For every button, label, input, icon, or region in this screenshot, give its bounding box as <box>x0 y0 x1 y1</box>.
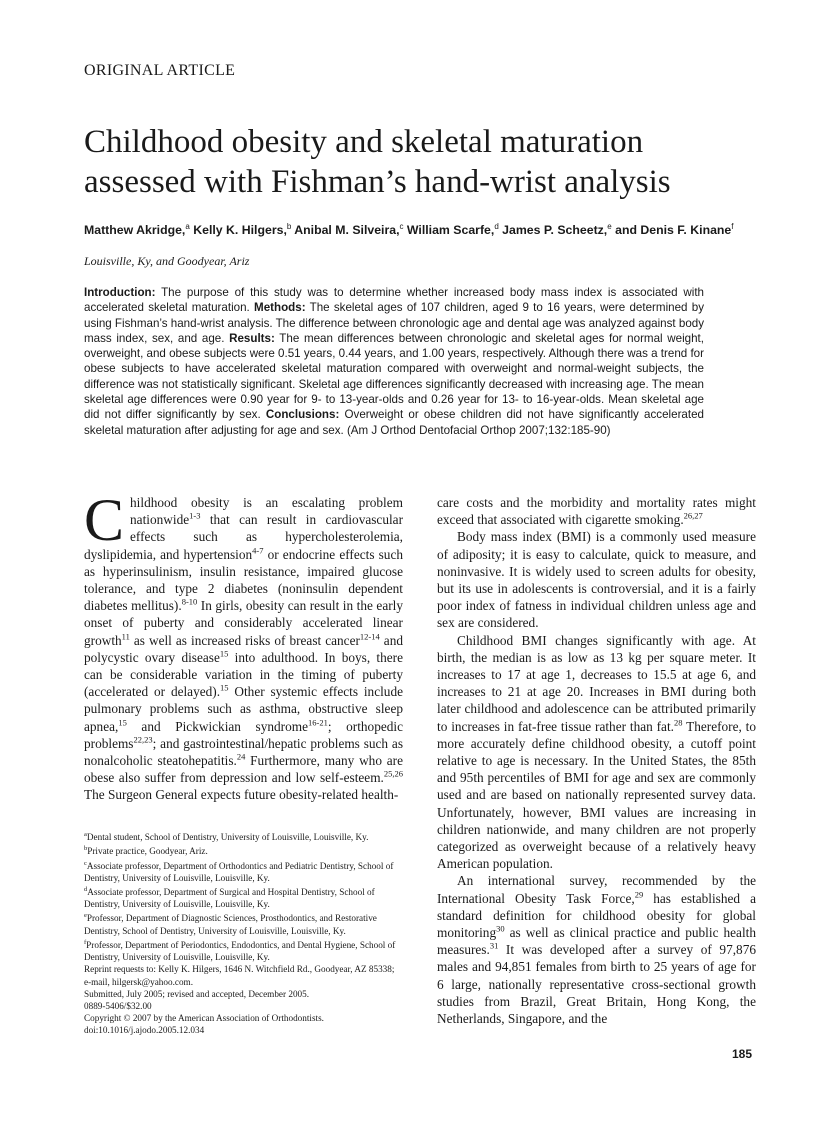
footnote <box>84 858 403 884</box>
author-name: James P. Scheetz, <box>498 223 608 238</box>
text-run: and polycystic ovary disease <box>84 632 403 665</box>
text-run: The Surgeon General expects future obesity-related health- <box>84 787 399 803</box>
footnote-mark: b <box>84 845 88 853</box>
abstract-conclusions-label: Conclusions: <box>265 408 340 422</box>
text-run: An international survey, recommended by the International Obesity Task Force, <box>437 873 756 906</box>
footnote-text: Professor, Department of Diagnostic Sciences, Prosthodontics, and Restorative Dentistry, School of Dentistry, University of Louisville, Louisville, Ky. <box>84 913 377 936</box>
footnote <box>84 988 403 1000</box>
footnote-mark: c <box>84 859 87 867</box>
footnote <box>84 843 403 857</box>
footnotes <box>84 829 403 1037</box>
author-name: and Denis F. Kinane <box>611 223 732 238</box>
text-run: Other systemic effects include pulmonary problems such as asthma, obstructive sleep apnea, <box>84 684 403 734</box>
left-paragraph-1-text <box>84 487 403 803</box>
right-paragraph-2 <box>437 528 756 631</box>
footnote <box>84 1024 403 1036</box>
text-run: ; orthopedic problems <box>84 718 403 751</box>
footnote-text: Dental student, School of Dentistry, University of Louisville, Louisville, Ky. <box>86 832 369 843</box>
abstract-introduction-label: Introduction: <box>84 286 156 299</box>
footnote-text: Professor, Department of Periodontics, Endodontics, and Dental Hygiene, School of Dentistry, University of Louisville, Louisville, Ky. <box>84 940 396 963</box>
footnote <box>84 910 403 936</box>
citation-superscript: 15 <box>220 682 229 693</box>
footnote-text: Private practice, Goodyear, Ariz. <box>87 846 208 857</box>
author-affiliation-mark: d <box>494 222 499 231</box>
citation-superscript: 31 <box>489 940 499 951</box>
author-affiliation-mark: f <box>731 222 734 231</box>
citation-superscript: 4-7 <box>252 545 264 556</box>
citation-superscript: 15 <box>219 648 229 659</box>
footnote-text: doi:10.1016/j.ajodo.2005.12.034 <box>84 1025 205 1036</box>
author-affiliation-mark: b <box>286 222 292 231</box>
citation-superscript: 28 <box>673 717 683 728</box>
text-run: ; and gastrointestinal/hepatic problems such as nonalcoholic steatohepatitis. <box>84 735 403 769</box>
footnote-text: Submitted, July 2005; revised and accepted, December 2005. <box>84 988 310 999</box>
footnote-text: Associate professor, Department of Surgical and Hospital Dentistry, School of Dentistry, University of Louisville, Louisville, Ky. <box>84 887 375 910</box>
abstract-conclusions-text: Overweight or obese children did not have significantly accelerated skeletal maturation after adjusting for age and sex. (Am J Orthod Dentofacial Orthop 2007;132:185-90) <box>84 408 704 437</box>
author-affiliation-mark: e <box>607 222 612 231</box>
abstract-results-text: The mean differences between chronologic and skeletal ages for normal weight, overweight, and obese subjects were 0.51 years, 0.44 years, and 1.00 years, respectively. Although there was a trend for obese subjects to have accelerated skeletal maturation compared with overweight and normal-weight subjects, the difference was not statistically significant. Skeletal age differences significantly decreased with increasing age. The mean skeletal age differences were 0.90 year for 9- to 13-year-olds and 0.26 year for 13- to 16-year-olds. Mean skeletal age did not differ significantly by sex. <box>84 331 704 422</box>
right-paragraph-3 <box>437 632 756 873</box>
right-paragraph-4 <box>437 872 756 1027</box>
citation-superscript: 15 <box>118 717 127 728</box>
citation-superscript: 25,26 <box>383 768 403 779</box>
footnote-mark: f <box>84 938 87 946</box>
text-run: In girls, obesity can result in the early onset of puberty and considerably accelerated linear growth <box>84 598 403 648</box>
footnote-text: Reprint requests to: Kelly K. Hilgers, 1646 N. Witchfield Rd., Goodyear, AZ 85338; e-mail, hilgersk@yahoo.com. <box>84 964 395 987</box>
citation-superscript: 1-3 <box>189 510 201 521</box>
citation-superscript: 29 <box>634 889 644 900</box>
author-name: Matthew Akridge, <box>84 223 186 238</box>
text-run: and Pickwickian syndrome <box>126 718 308 734</box>
author-affiliation-mark: c <box>399 222 404 231</box>
footnote-text: Associate professor, Department of Orthodontics and Pediatric Dentistry, School of Dentistry, University of Louisville, Louisville, Ky. <box>84 860 394 883</box>
footnote-text: 0889-5406/$32.00 <box>84 1001 152 1012</box>
text-run: as well as increased risks of breast cancer <box>129 632 360 648</box>
text-run: Body mass index (BMI) is a commonly used measure of adiposity; it is easy to calculate, quick to measure, and noninvasive. It is widely used to screen adults for obesity, but its use in adolescents is controversial, and it is a fairly poor index of fatness in individual children unless age and sex are considered. <box>437 529 756 631</box>
text-run: as well as clinical practice and public health measures. <box>437 925 756 958</box>
citation-superscript: 24 <box>236 751 246 762</box>
article-title <box>84 122 764 202</box>
citation-superscript: 11 <box>121 631 130 642</box>
footnote-mark: a <box>84 831 87 838</box>
author-name: Anibal M. Silveira, <box>291 223 400 238</box>
citation-superscript: 26,27 <box>683 510 703 521</box>
page-number: 185 <box>732 1047 753 1061</box>
footnote <box>84 884 403 910</box>
section-label: ORIGINAL ARTICLE <box>84 62 236 79</box>
text-run: It was developed after a survey of 97,876 males and 94,851 females from birth to 25 years of age for 6 large, nationally representative cross-sectional growth studies from Brazil, Great Britain, Hong Kong, the Netherlands, Singapore, and the <box>437 942 756 1027</box>
abstract-methods-text: The skeletal ages of 107 children, aged 9 to 16 years, were determined by using Fishman’s hand-wrist analysis. The difference between chronologic age and dental age was analyzed against body mass index, sex, and age. <box>84 301 705 345</box>
text-run: Childhood BMI changes significantly with age. At birth, the median is as low as 13 kg per square meter. It increases to 17 at age 1, decreases to 15.5 at age 6, and increases to 21 at age 20. Increases in BMI during both later childhood and adolescence can be attributed primarily to increases in fat-free tissue rather than fat. <box>437 632 756 734</box>
footnote-mark: e <box>84 912 87 920</box>
citation-superscript: 12-14 <box>359 631 380 642</box>
left-paragraph-1 <box>84 487 403 804</box>
abstract <box>84 285 704 438</box>
title-line-1: Childhood obesity and skeletal maturation <box>84 124 644 160</box>
affiliation-line: Louisville, Ky, and Goodyear, Ariz <box>84 254 250 268</box>
author-name: Kelly K. Hilgers, <box>189 223 287 238</box>
footnote <box>84 937 403 963</box>
footnote <box>84 963 403 987</box>
text-run: hildhood obesity is an escalating problem nationwide <box>130 495 403 528</box>
text-run: Furthermore, many who are obese also suffer from depression and low self-esteem. <box>84 753 403 786</box>
right-column <box>437 494 756 1027</box>
abstract-methods-label: Methods: <box>254 301 306 315</box>
right-paragraph-1 <box>437 494 756 528</box>
text-run: has established a standard definition for childhood obesity for global monitoring <box>437 890 756 941</box>
author-list <box>84 218 744 239</box>
citation-superscript: 16-21 <box>308 717 328 728</box>
footnote <box>84 829 403 843</box>
text-run: that can result in cardiovascular effects such as hypercholesterolemia, dyslipidemia, and hypertension <box>84 512 403 562</box>
author-name: William Scarfe, <box>403 223 495 238</box>
footnote-mark: d <box>84 886 88 893</box>
text-run: Therefore, to more accurately define childhood obesity, a cutoff point relative to age is necessary. In the United States, the 85th and 95th percentiles of BMI for age and sex are commonly used and are based on nationally represented survey data. Unfortunately, however, BMI values are increasing in children nationwide, and many children are not properly categorized as overweight because of a relatively heavy American population. <box>437 718 757 872</box>
footnote <box>84 1012 403 1024</box>
title-line-2: assessed with Fishman’s hand-wrist analysis <box>84 164 671 200</box>
citation-superscript: 30 <box>496 923 505 934</box>
citation-superscript: 22,23 <box>133 734 153 745</box>
drop-cap: C <box>84 487 125 553</box>
author-affiliation-mark: a <box>185 222 190 231</box>
text-run: care costs and the morbidity and mortality rates might exceed that associated with cigarette smoking. <box>437 495 756 528</box>
text-run: or endocrine effects such as hyperinsulinism, insulin resistance, impaired glucose tolerance, and type 2 diabetes (noninsulin dependent diabetes mellitus). <box>84 546 403 614</box>
left-column <box>84 487 403 804</box>
abstract-results-label: Results: <box>229 331 275 345</box>
abstract-introduction-text: The purpose of this study was to determine whether increased body mass index is associated with accelerated skeletal maturation. <box>84 286 704 315</box>
text-run: into adulthood. In boys, there can be considerable variation in the timing of puberty (accelerated or delayed). <box>84 649 403 700</box>
footnote <box>84 1000 403 1012</box>
citation-superscript: 8-10 <box>181 596 198 607</box>
footnote-text: Copyright © 2007 by the American Association of Orthodontists. <box>84 1013 324 1024</box>
